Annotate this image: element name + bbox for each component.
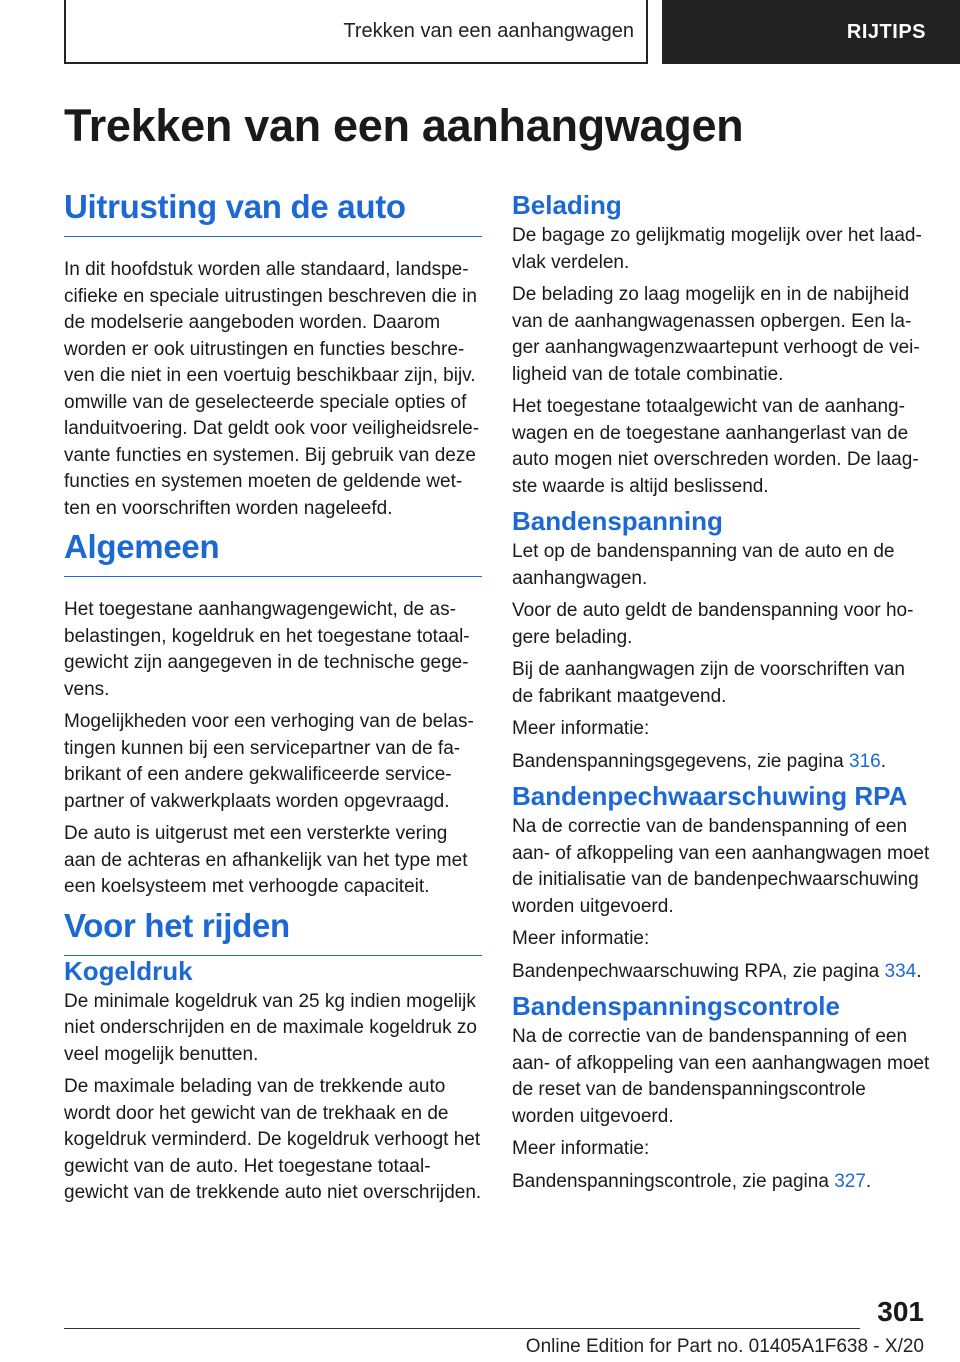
paragraph: De maximale belading van de trekkende auto wordt door het gewicht van de trekhaak en de kogeldruk verminderd. De kogeldruk verhoogt het gewicht van de auto. Het toegestane totaalgewicht van de trekkende auto niet overschrijden. <box>64 1076 482 1203</box>
paragraph: De bagage zo gelijkmatig mogelijk over het laadvlak verdelen. <box>512 225 922 273</box>
heading-uitrusting: Uitrusting van de auto <box>64 188 482 237</box>
right-column <box>512 190 930 1201</box>
paragraph: De minimale kogeldruk van 25 kg indien mogelijk niet onderschrijden en de maximale kogeldruk zo veel mogelijk benutten. <box>64 990 477 1065</box>
paragraph: Na de correctie van de bandenspanning of een aan- of afkoppeling van een aanhangwagen moet de reset van de bandenspanningscontrole worden uitgevoerd. <box>512 1026 930 1127</box>
footer-divider <box>64 1328 860 1329</box>
page-link-334[interactable]: 334 <box>884 960 917 982</box>
header-section-tab <box>662 0 960 64</box>
subheading-bandenspanning: Bandenspanning <box>512 506 723 536</box>
paragraph: In dit hoofdstuk worden alle standaard, landspecifieke en speciale uitrustingen beschreven die in de modelserie aangeboden worden. Daarom worden er ook uitrustingen en functies beschreven die niet in een voertuig beschikbaar zijn, bijv. omwille van de geselecteerde speciale opties of landuitvoering. Dat geldt ook voor veiligheidsrelevante functies en systemen. Bij gebruik van deze functies en systemen moeten de geldende wetten en voorschriften worden nageleefd. <box>64 259 480 519</box>
paragraph: Voor de auto geldt de bandenspanning voor hogere belading. <box>512 600 914 648</box>
subheading-bandenpechwaarschuwing: Bandenpechwaarschuwing RPA <box>512 781 908 811</box>
paragraph: Na de correctie van de bandenspanning of een aan- of afkoppeling van een aanhangwagen moet de initialisatie van de bandenpechwaarschuwing worden uitgevoerd. <box>512 816 930 917</box>
cross-reference <box>512 959 930 986</box>
heading-algemeen: Algemeen <box>64 528 482 577</box>
subheading-kogeldruk: Kogeldruk <box>64 955 193 986</box>
subheading-belading: Belading <box>512 190 622 220</box>
paragraph: De auto is uitgerust met een versterkte vering aan de achteras en afhankelijk van het type met een koelsysteem met verhoogde capaciteit. <box>64 823 468 897</box>
header-chapter-title-text: Trekken van een aanhangwagen <box>343 19 634 42</box>
paragraph: Mogelijkheden voor een verhoging van de belastingen kunnen bij een servicepartner van de fabrikant of een andere gekwalificeerde servicepartner of vakwerkplaats worden opgevraagd. <box>64 711 474 812</box>
page-number: 301 <box>877 1296 924 1327</box>
header-chapter-title <box>64 0 648 64</box>
paragraph: Het toegestane totaalgewicht van de aanhangwagen en de toegestane aanhangerlast van de auto mogen niet overschreden worden. De laagste waarde is altijd beslissend. <box>512 396 919 497</box>
page-link-316[interactable]: 316 <box>849 750 881 772</box>
cross-reference <box>512 749 930 776</box>
paragraph: Meer informatie: <box>512 718 650 739</box>
paragraph: Meer informatie: <box>512 1138 650 1159</box>
paragraph: De belading zo laag mogelijk en in de nabijheid van de aanhangwagenassen opbergen. Een lager aanhangwagenzwaartepunt verhoogt de veiligheid van de totale combinatie. <box>512 284 920 385</box>
paragraph: Meer informatie: <box>512 928 650 949</box>
page-link-327[interactable]: 327 <box>834 1170 866 1192</box>
footer-edition: Online Edition for Part no. 01405A1F638 - X/20 <box>525 1336 924 1357</box>
subheading-bandenspanningscontrole: Bandenspanningscontrole <box>512 991 840 1021</box>
paragraph: Let op de bandenspanning van de auto en de aanhangwagen. <box>512 541 895 589</box>
cross-reference-text: Bandenspanningscontrole, zie pagina <box>512 1170 835 1192</box>
page-title: Trekken van een aanhangwagen <box>64 100 744 151</box>
cross-reference-end: . <box>865 1170 872 1192</box>
paragraph: Het toegestane aanhangwagengewicht, de asbelastingen, kogeldruk en het toegestane totaalgewicht zijn aangegeven in de technische gegevens. <box>64 599 470 700</box>
cross-reference-end: . <box>880 750 886 772</box>
cross-reference-end: . <box>916 960 922 982</box>
cross-reference <box>512 1169 930 1196</box>
left-column <box>64 188 482 1213</box>
paragraph: Bij de aanhangwagen zijn de voorschriften van de fabrikant maatgevend. <box>512 659 905 707</box>
cross-reference-text: Bandenspanningsgegevens, zie pagina <box>512 750 849 772</box>
cross-reference-text: Bandenpechwaarschuwing RPA, zie pagina <box>512 960 885 982</box>
header-section-tab-text: RIJTIPS <box>846 20 926 43</box>
heading-voor-het-rijden: Voor het rijden <box>64 907 482 956</box>
